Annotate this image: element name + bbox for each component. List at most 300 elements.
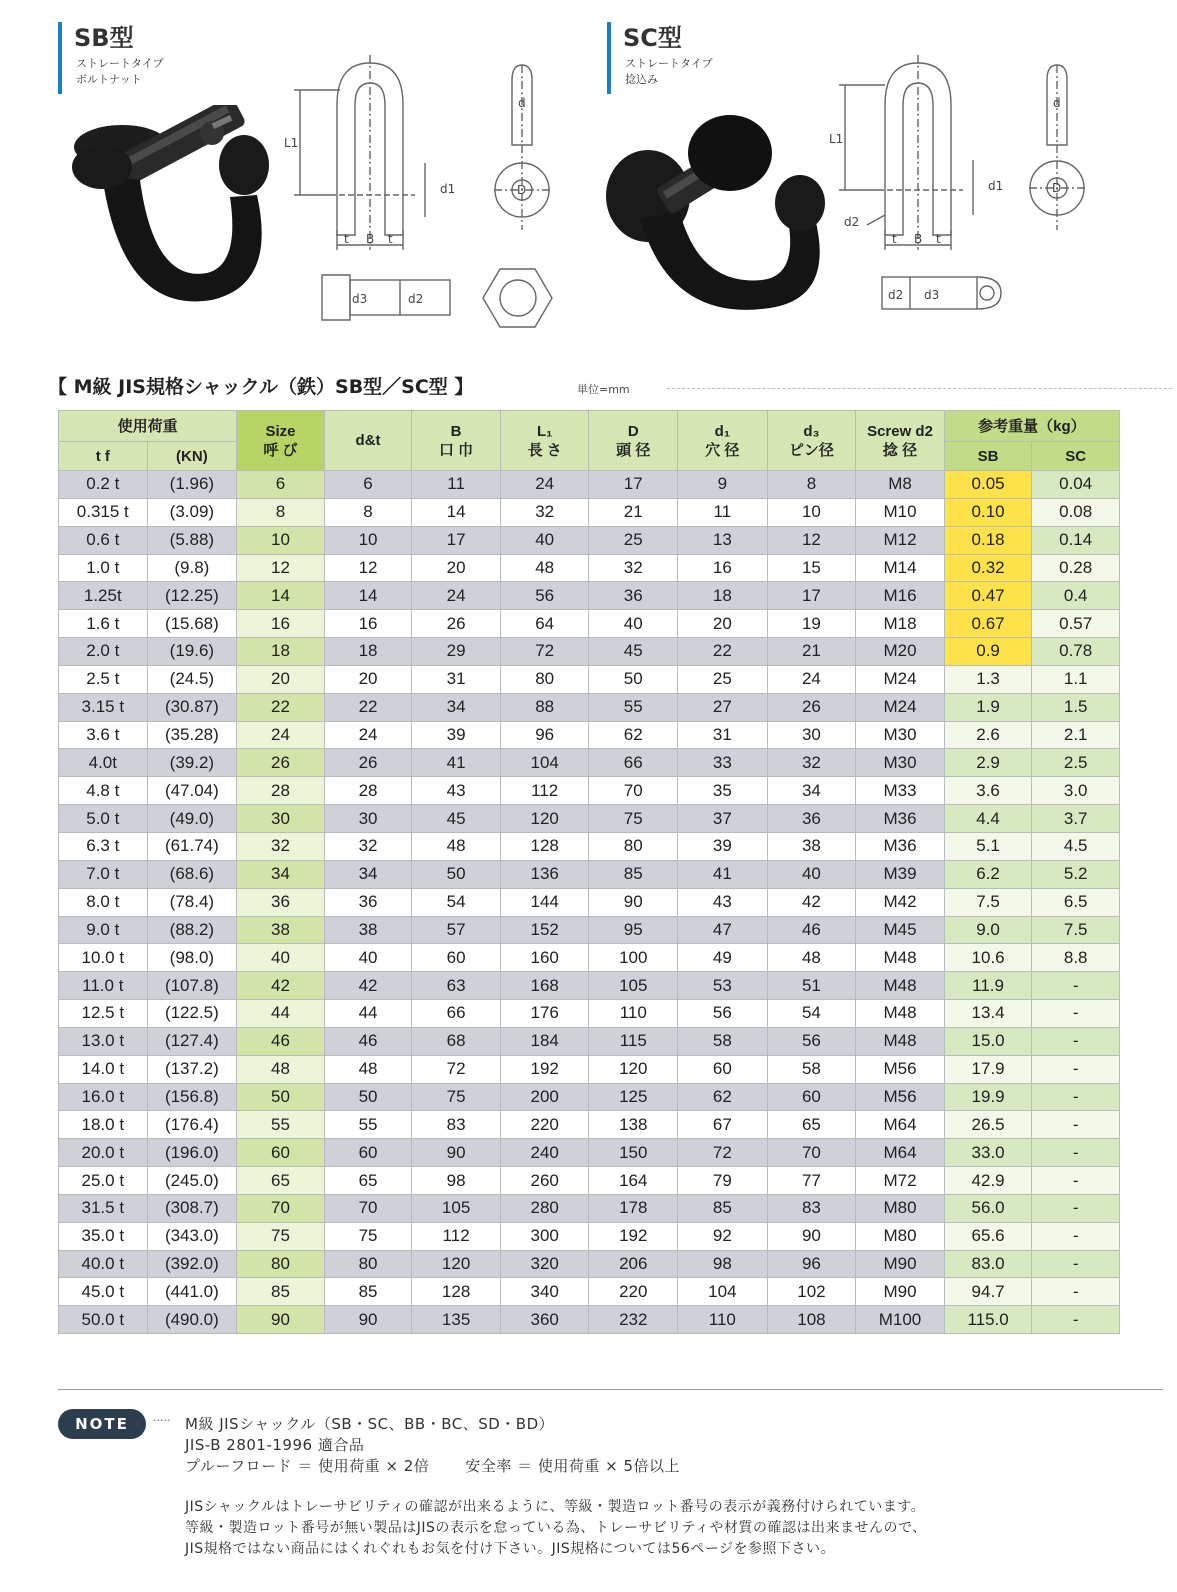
cell-d: 110	[589, 1000, 678, 1028]
cell-screw: M12	[856, 526, 945, 554]
cell-d: 125	[589, 1083, 678, 1111]
table-row	[59, 582, 1120, 610]
sc-shackle-photo	[600, 108, 830, 323]
cell-size: 85	[237, 1278, 325, 1306]
cell-load-tf: 3.6 t	[59, 721, 148, 749]
cell-weight-sc: 0.08	[1032, 498, 1120, 526]
sc-type-desc-2: 捻込み	[625, 73, 658, 86]
cell-screw: M33	[856, 777, 945, 805]
cell-d1: 92	[678, 1222, 768, 1250]
cell-d: 21	[589, 498, 678, 526]
cell-load-tf: 50.0 t	[59, 1306, 148, 1334]
cell-screw: M90	[856, 1278, 945, 1306]
cell-d1: 62	[678, 1083, 768, 1111]
header-load: 使用荷重	[59, 411, 237, 442]
cell-screw: M39	[856, 860, 945, 888]
cell-d: 100	[589, 944, 678, 972]
note-para-1: JISシャックルはトレーサビリティの確認が出来るように、等級・製造ロット番号の表示が義務付けられています。	[185, 1499, 926, 1515]
cell-load-tf: 12.5 t	[59, 1000, 148, 1028]
table-row	[59, 832, 1120, 860]
cell-weight-sc: 6.5	[1032, 888, 1120, 916]
sc-type-title: SC型	[623, 24, 682, 52]
cell-l1: 200	[500, 1083, 589, 1111]
cell-d3: 48	[767, 944, 856, 972]
cell-load-kn: (156.8)	[147, 1083, 237, 1111]
label-d3: d3	[352, 292, 368, 306]
cell-d3: 38	[767, 832, 856, 860]
cell-d1: 39	[678, 832, 768, 860]
cell-dt: 24	[324, 721, 412, 749]
cell-load-tf: 25.0 t	[59, 1167, 148, 1195]
sc-dimension-drawing	[825, 55, 1115, 330]
cell-size: 44	[237, 1000, 325, 1028]
cell-size: 20	[237, 665, 325, 693]
cell-load-tf: 1.0 t	[59, 554, 148, 582]
cell-b: 14	[412, 498, 501, 526]
cell-d: 120	[589, 1055, 678, 1083]
cell-load-kn: (5.88)	[147, 526, 237, 554]
cell-l1: 176	[500, 1000, 589, 1028]
cell-size: 40	[237, 944, 325, 972]
cell-b: 90	[412, 1139, 501, 1167]
cell-b: 66	[412, 1000, 501, 1028]
table-row	[59, 888, 1120, 916]
cell-b: 135	[412, 1306, 501, 1334]
cell-weight-sb: 4.4	[944, 805, 1032, 833]
cell-load-kn: (19.6)	[147, 638, 237, 666]
cell-load-kn: (441.0)	[147, 1278, 237, 1306]
cell-load-kn: (107.8)	[147, 972, 237, 1000]
cell-b: 128	[412, 1278, 501, 1306]
cell-d1: 104	[678, 1278, 768, 1306]
cell-d: 164	[589, 1167, 678, 1195]
header-d3	[767, 411, 856, 471]
cell-load-tf: 1.6 t	[59, 610, 148, 638]
cell-l1: 104	[500, 749, 589, 777]
cell-b: 20	[412, 554, 501, 582]
cell-d3: 46	[767, 916, 856, 944]
header-d1	[678, 411, 768, 471]
cell-d: 32	[589, 554, 678, 582]
shackle-spec-table	[58, 410, 1120, 1334]
cell-load-tf: 14.0 t	[59, 1055, 148, 1083]
table-row	[59, 916, 1120, 944]
label-t2: t	[388, 232, 393, 246]
cell-weight-sc: -	[1032, 1139, 1120, 1167]
table-row	[59, 693, 1120, 721]
cell-dt: 55	[324, 1111, 412, 1139]
cell-dt: 85	[324, 1278, 412, 1306]
cell-load-kn: (9.8)	[147, 554, 237, 582]
table-body	[59, 471, 1120, 1334]
cell-load-kn: (12.25)	[147, 582, 237, 610]
cell-weight-sc: 2.5	[1032, 749, 1120, 777]
cell-screw: M48	[856, 1000, 945, 1028]
table-row	[59, 665, 1120, 693]
cell-dt: 65	[324, 1167, 412, 1195]
cell-weight-sb: 0.10	[944, 498, 1032, 526]
cell-l1: 120	[500, 805, 589, 833]
cell-dt: 30	[324, 805, 412, 833]
header-screw-jp: 捻 径	[882, 441, 918, 459]
cell-d: 192	[589, 1222, 678, 1250]
note-leader-dots: ·····	[153, 1414, 171, 1427]
cell-dt: 60	[324, 1139, 412, 1167]
cell-d: 95	[589, 916, 678, 944]
cell-load-kn: (39.2)	[147, 749, 237, 777]
cell-d3: 58	[767, 1055, 856, 1083]
sb-shackle-photo	[62, 105, 282, 320]
cell-load-kn: (137.2)	[147, 1055, 237, 1083]
cell-size: 80	[237, 1250, 325, 1278]
cell-d3: 102	[767, 1278, 856, 1306]
note-separator	[58, 1389, 1163, 1390]
cell-weight-sc: 0.04	[1032, 471, 1120, 499]
table-row	[59, 1222, 1120, 1250]
label-D: D	[517, 183, 527, 197]
cell-weight-sb: 115.0	[944, 1306, 1032, 1334]
table-row	[59, 972, 1120, 1000]
table-row	[59, 638, 1120, 666]
note-badge: NOTE	[58, 1409, 146, 1439]
cell-d: 66	[589, 749, 678, 777]
cell-d1: 67	[678, 1111, 768, 1139]
cell-weight-sb: 0.47	[944, 582, 1032, 610]
cell-d: 55	[589, 693, 678, 721]
cell-load-kn: (308.7)	[147, 1194, 237, 1222]
cell-dt: 46	[324, 1027, 412, 1055]
table-row	[59, 1083, 1120, 1111]
header-size-en: Size	[265, 422, 296, 440]
cell-d3: 56	[767, 1027, 856, 1055]
cell-load-tf: 10.0 t	[59, 944, 148, 972]
cell-load-tf: 45.0 t	[59, 1278, 148, 1306]
cell-dt: 18	[324, 638, 412, 666]
cell-weight-sb: 1.9	[944, 693, 1032, 721]
cell-load-tf: 20.0 t	[59, 1139, 148, 1167]
cell-load-kn: (49.0)	[147, 805, 237, 833]
cell-dt: 40	[324, 944, 412, 972]
cell-b: 31	[412, 665, 501, 693]
cell-size: 60	[237, 1139, 325, 1167]
cell-weight-sb: 2.9	[944, 749, 1032, 777]
cell-d1: 60	[678, 1055, 768, 1083]
cell-b: 43	[412, 777, 501, 805]
cell-b: 29	[412, 638, 501, 666]
cell-weight-sb: 6.2	[944, 860, 1032, 888]
cell-d3: 83	[767, 1194, 856, 1222]
cell-load-kn: (196.0)	[147, 1139, 237, 1167]
cell-dt: 75	[324, 1222, 412, 1250]
cell-weight-sc: 3.7	[1032, 805, 1120, 833]
table-row	[59, 554, 1120, 582]
cell-weight-sc: 5.2	[1032, 860, 1120, 888]
header-l1	[500, 411, 589, 471]
cell-d1: 79	[678, 1167, 768, 1195]
cell-b: 83	[412, 1111, 501, 1139]
cell-weight-sc: -	[1032, 1250, 1120, 1278]
label-L1: L1	[284, 136, 299, 150]
cell-weight-sc: 0.14	[1032, 526, 1120, 554]
cell-load-kn: (47.04)	[147, 777, 237, 805]
note-line-2: JIS-B 2801-1996 適合品	[185, 1436, 365, 1454]
cell-load-tf: 35.0 t	[59, 1222, 148, 1250]
table-row	[59, 1194, 1120, 1222]
cell-screw: M24	[856, 665, 945, 693]
cell-load-tf: 11.0 t	[59, 972, 148, 1000]
cell-size: 46	[237, 1027, 325, 1055]
cell-b: 17	[412, 526, 501, 554]
cell-d1: 110	[678, 1306, 768, 1334]
header-b-jp: 口 巾	[439, 441, 474, 459]
divider	[667, 388, 1172, 389]
cell-weight-sb: 0.32	[944, 554, 1032, 582]
header-b	[412, 411, 501, 471]
cell-load-kn: (1.96)	[147, 471, 237, 499]
cell-screw: M45	[856, 916, 945, 944]
cell-b: 60	[412, 944, 501, 972]
sc-type-desc-1: ストレートタイプ	[625, 57, 713, 70]
cell-load-kn: (68.6)	[147, 860, 237, 888]
header-weight: 参考重量（kg）	[944, 411, 1119, 442]
cell-d3: 30	[767, 721, 856, 749]
cell-d: 90	[589, 888, 678, 916]
label-d: d	[518, 96, 526, 110]
label-L1: L1	[829, 132, 844, 146]
table-row	[59, 1111, 1120, 1139]
cell-size: 50	[237, 1083, 325, 1111]
header-sb: SB	[944, 442, 1032, 471]
cell-b: 98	[412, 1167, 501, 1195]
cell-dt: 22	[324, 693, 412, 721]
cell-screw: M14	[856, 554, 945, 582]
header-screw-en: Screw d2	[867, 422, 933, 440]
cell-d3: 32	[767, 749, 856, 777]
sb-type-desc-2: ボルトナット	[76, 73, 142, 86]
cell-b: 68	[412, 1027, 501, 1055]
cell-l1: 56	[500, 582, 589, 610]
cell-d1: 53	[678, 972, 768, 1000]
cell-load-kn: (35.28)	[147, 721, 237, 749]
cell-size: 26	[237, 749, 325, 777]
cell-b: 41	[412, 749, 501, 777]
cell-size: 24	[237, 721, 325, 749]
label-d: d	[1053, 96, 1061, 110]
cell-dt: 42	[324, 972, 412, 1000]
cell-d3: 51	[767, 972, 856, 1000]
cell-weight-sc: -	[1032, 1027, 1120, 1055]
label-d2: d2	[408, 292, 424, 306]
cell-weight-sc: 8.8	[1032, 944, 1120, 972]
cell-d1: 47	[678, 916, 768, 944]
section-title: 【 M級 JIS規格シャックル（鉄）SB型／SC型 】	[48, 376, 474, 398]
cell-load-tf: 7.0 t	[59, 860, 148, 888]
note-para-2: 等級・製造ロット番号が無い製品はJISの表示を怠っている為、トレーサビリティや材質の確認は出来ませんので、	[185, 1520, 927, 1536]
cell-weight-sb: 17.9	[944, 1055, 1032, 1083]
table-row	[59, 1000, 1120, 1028]
cell-d3: 65	[767, 1111, 856, 1139]
cell-dt: 12	[324, 554, 412, 582]
cell-d1: 58	[678, 1027, 768, 1055]
cell-load-tf: 40.0 t	[59, 1250, 148, 1278]
cell-load-kn: (127.4)	[147, 1027, 237, 1055]
cell-d: 17	[589, 471, 678, 499]
header-size-jp: 呼 び	[263, 441, 298, 459]
cell-l1: 168	[500, 972, 589, 1000]
cell-load-tf: 4.8 t	[59, 777, 148, 805]
cell-d1: 85	[678, 1194, 768, 1222]
cell-d3: 26	[767, 693, 856, 721]
cell-b: 26	[412, 610, 501, 638]
cell-weight-sb: 94.7	[944, 1278, 1032, 1306]
cell-load-tf: 8.0 t	[59, 888, 148, 916]
cell-d: 25	[589, 526, 678, 554]
cell-d1: 20	[678, 610, 768, 638]
cell-weight-sb: 10.6	[944, 944, 1032, 972]
cell-screw: M48	[856, 944, 945, 972]
cell-screw: M72	[856, 1167, 945, 1195]
cell-l1: 144	[500, 888, 589, 916]
cell-size: 22	[237, 693, 325, 721]
header-kn: (KN)	[147, 442, 237, 471]
cell-screw: M56	[856, 1083, 945, 1111]
cell-dt: 10	[324, 526, 412, 554]
cell-d1: 98	[678, 1250, 768, 1278]
cell-d3: 108	[767, 1306, 856, 1334]
cell-d3: 8	[767, 471, 856, 499]
cell-size: 16	[237, 610, 325, 638]
cell-size: 8	[237, 498, 325, 526]
cell-screw: M30	[856, 749, 945, 777]
cell-d1: 11	[678, 498, 768, 526]
cell-screw: M56	[856, 1055, 945, 1083]
cell-l1: 24	[500, 471, 589, 499]
cell-l1: 88	[500, 693, 589, 721]
cell-size: 48	[237, 1055, 325, 1083]
unit-label: 単位=mm	[577, 383, 630, 396]
table-row	[59, 610, 1120, 638]
cell-size: 6	[237, 471, 325, 499]
cell-l1: 32	[500, 498, 589, 526]
cell-weight-sb: 0.05	[944, 471, 1032, 499]
table-row	[59, 1306, 1120, 1334]
cell-dt: 50	[324, 1083, 412, 1111]
cell-load-tf: 5.0 t	[59, 805, 148, 833]
cell-screw: M100	[856, 1306, 945, 1334]
cell-d: 206	[589, 1250, 678, 1278]
cell-load-tf: 1.25t	[59, 582, 148, 610]
cell-screw: M8	[856, 471, 945, 499]
cell-d: 138	[589, 1111, 678, 1139]
cell-b: 34	[412, 693, 501, 721]
cell-weight-sc: 2.1	[1032, 721, 1120, 749]
header-sc: SC	[1032, 442, 1120, 471]
cell-load-kn: (61.74)	[147, 832, 237, 860]
cell-load-kn: (15.68)	[147, 610, 237, 638]
cell-load-tf: 2.0 t	[59, 638, 148, 666]
cell-size: 34	[237, 860, 325, 888]
label-d1: d1	[440, 182, 456, 196]
label-D: D	[1052, 181, 1062, 195]
cell-size: 14	[237, 582, 325, 610]
table-row	[59, 526, 1120, 554]
label-d2-pin: d2	[888, 288, 904, 302]
cell-l1: 320	[500, 1250, 589, 1278]
cell-load-kn: (122.5)	[147, 1000, 237, 1028]
cell-weight-sb: 0.67	[944, 610, 1032, 638]
cell-l1: 64	[500, 610, 589, 638]
cell-size: 36	[237, 888, 325, 916]
table-row	[59, 944, 1120, 972]
cell-d: 40	[589, 610, 678, 638]
cell-weight-sb: 3.6	[944, 777, 1032, 805]
cell-weight-sb: 26.5	[944, 1111, 1032, 1139]
cell-dt: 36	[324, 888, 412, 916]
cell-screw: M20	[856, 638, 945, 666]
header-screw	[856, 411, 945, 471]
cell-screw: M80	[856, 1222, 945, 1250]
sb-type-heading	[58, 18, 258, 98]
cell-d3: 19	[767, 610, 856, 638]
cell-weight-sc: -	[1032, 1222, 1120, 1250]
cell-b: 63	[412, 972, 501, 1000]
cell-size: 32	[237, 832, 325, 860]
cell-screw: M36	[856, 805, 945, 833]
cell-size: 30	[237, 805, 325, 833]
cell-d1: 41	[678, 860, 768, 888]
cell-d3: 77	[767, 1167, 856, 1195]
cell-l1: 240	[500, 1139, 589, 1167]
cell-dt: 28	[324, 777, 412, 805]
cell-dt: 8	[324, 498, 412, 526]
cell-screw: M36	[856, 832, 945, 860]
table-row	[59, 1167, 1120, 1195]
cell-screw: M64	[856, 1111, 945, 1139]
cell-weight-sc: 7.5	[1032, 916, 1120, 944]
cell-l1: 40	[500, 526, 589, 554]
cell-dt: 48	[324, 1055, 412, 1083]
label-t2: t	[936, 232, 941, 246]
cell-weight-sc: -	[1032, 1194, 1120, 1222]
cell-d3: 96	[767, 1250, 856, 1278]
cell-d3: 15	[767, 554, 856, 582]
cell-d: 36	[589, 582, 678, 610]
cell-load-tf: 3.15 t	[59, 693, 148, 721]
cell-d3: 40	[767, 860, 856, 888]
cell-b: 75	[412, 1083, 501, 1111]
cell-screw: M80	[856, 1194, 945, 1222]
cell-b: 24	[412, 582, 501, 610]
cell-l1: 360	[500, 1306, 589, 1334]
cell-screw: M24	[856, 693, 945, 721]
cell-weight-sb: 5.1	[944, 832, 1032, 860]
cell-load-tf: 4.0t	[59, 749, 148, 777]
cell-l1: 136	[500, 860, 589, 888]
cell-weight-sc: -	[1032, 1055, 1120, 1083]
cell-d: 50	[589, 665, 678, 693]
cell-load-tf: 16.0 t	[59, 1083, 148, 1111]
cell-dt: 14	[324, 582, 412, 610]
cell-b: 39	[412, 721, 501, 749]
cell-d1: 72	[678, 1139, 768, 1167]
cell-weight-sc: -	[1032, 972, 1120, 1000]
cell-d: 75	[589, 805, 678, 833]
header-l1-en: L₁	[536, 422, 553, 440]
header-d1-en: d₁	[714, 422, 731, 440]
cell-d1: 33	[678, 749, 768, 777]
note-line-1: M級 JISシャックル（SB・SC、BB・BC、SD・BD）	[185, 1415, 555, 1433]
label-d3: d3	[924, 288, 940, 302]
